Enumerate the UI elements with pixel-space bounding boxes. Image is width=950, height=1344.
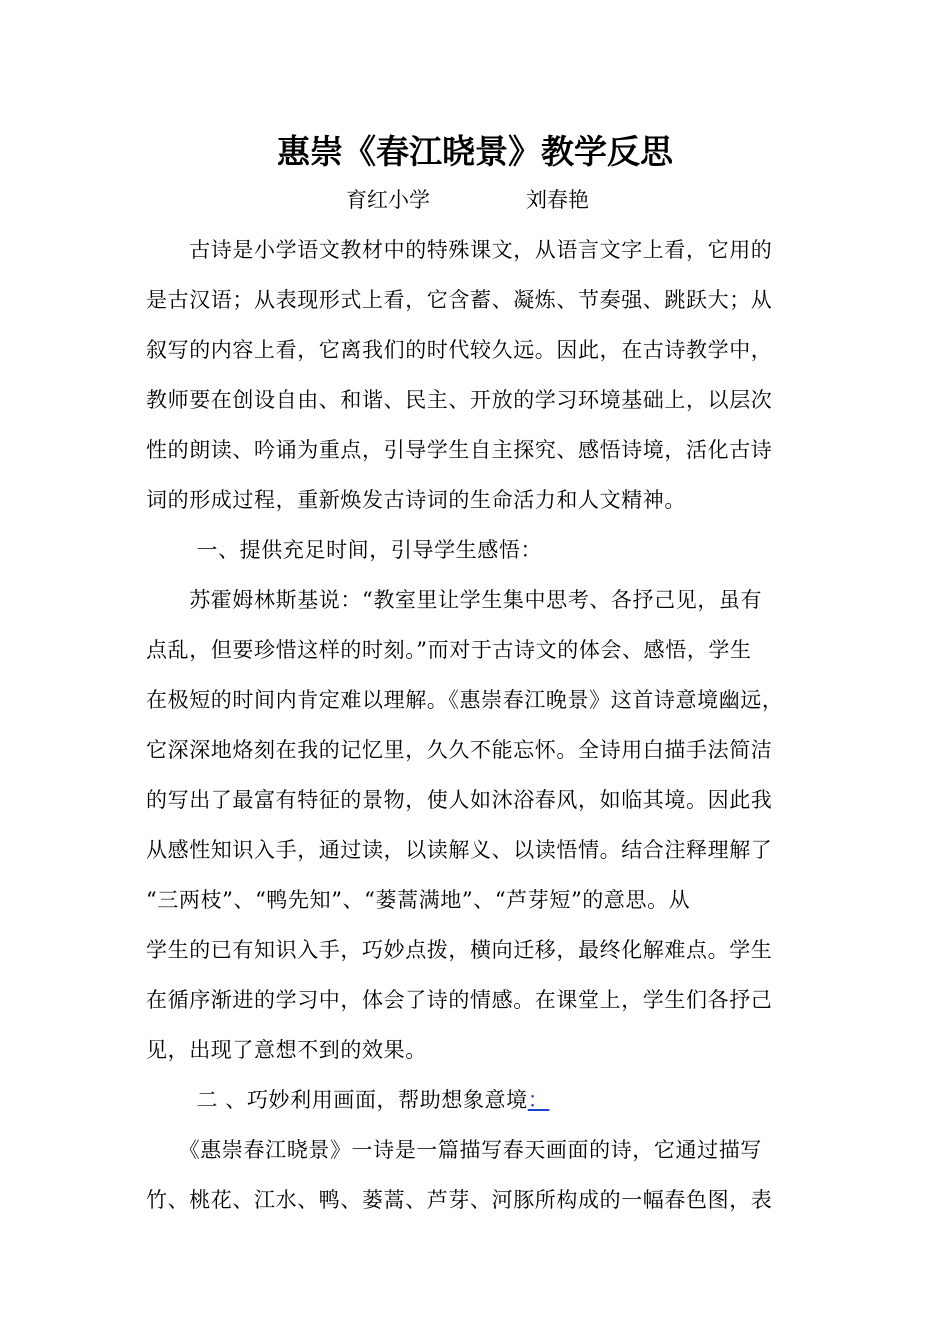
- paragraph-line: “三两枝”、“鸭先知”、“蒌蒿满地”、“芦芽短”的意思。从: [146, 888, 691, 912]
- paragraph-line: 点乱，但要珍惜这样的时刻。”而对于古诗文的体会、感悟，学生: [146, 638, 752, 662]
- paragraph-line: 的写出了最富有特征的景物，使人如沐浴春风，如临其境。因此我: [146, 788, 773, 812]
- paragraph-line: 竹、桃花、江水、鸭、蒌蒿、芦芽、河豚所构成的一幅春色图，表: [146, 1188, 773, 1212]
- paragraph-line: 在极短的时间内肯定难以理解。《惠崇春江晚景》这首诗意境幽远，: [146, 688, 784, 712]
- section-heading-1: 一、提供充足时间，引导学生感悟：: [146, 538, 543, 562]
- paragraph-line: 苏霍姆林斯基说：“教室里让学生集中思考、各抒己见，虽有: [146, 588, 763, 612]
- paragraph-line: 见，出现了意想不到的效果。: [146, 1038, 427, 1062]
- paragraph-line: 教师要在创设自由、和谐、民主、开放的学习环境基础上，以层次: [146, 388, 773, 412]
- paragraph-line: 《惠崇春江晓景》一诗是一篇描写春天画面的诗，它通过描写: [146, 1138, 762, 1162]
- paragraph-line: 它深深地烙刻在我的记忆里，久久不能忘怀。全诗用白描手法简洁: [146, 738, 773, 762]
- section-heading-2: [146, 1084, 549, 1116]
- paragraph-line: 是古汉语；从表现形式上看，它含蓄、凝炼、节奏强、跳跃大；从: [146, 288, 773, 312]
- paragraph-line: 学生的已有知识入手，巧妙点拨，横向迁移，最终化解难点。学生: [146, 938, 773, 962]
- paragraph-line: 在循序渐进的学习中，体会了诗的情感。在课堂上，学生们各抒己: [146, 988, 773, 1012]
- document-title: 惠崇《春江晓景》教学反思: [277, 132, 673, 171]
- school-name: 育红小学: [346, 188, 430, 212]
- section-heading-2-link[interactable]: ：: [527, 1088, 550, 1112]
- paragraph-line: 从感性知识入手，通过读，以读解义、以读悟情。结合注释理解了: [146, 838, 773, 862]
- paragraph-line: 古诗是小学语文教材中的特殊课文，从语言文字上看，它用的: [146, 238, 773, 262]
- paragraph-line: 叙写的内容上看，它离我们的时代较久远。因此，在古诗教学中，: [146, 338, 773, 362]
- paragraph-line: 词的形成过程，重新焕发古诗词的生命活力和人文精神。: [146, 488, 686, 512]
- section-heading-2-text: 二 、巧妙利用画面，帮助想象意境: [146, 1088, 528, 1112]
- paragraph-line: 性的朗读、吟诵为重点，引导学生自主探究、感悟诗境，活化古诗: [146, 438, 773, 462]
- author-name: 刘春艳: [526, 188, 589, 212]
